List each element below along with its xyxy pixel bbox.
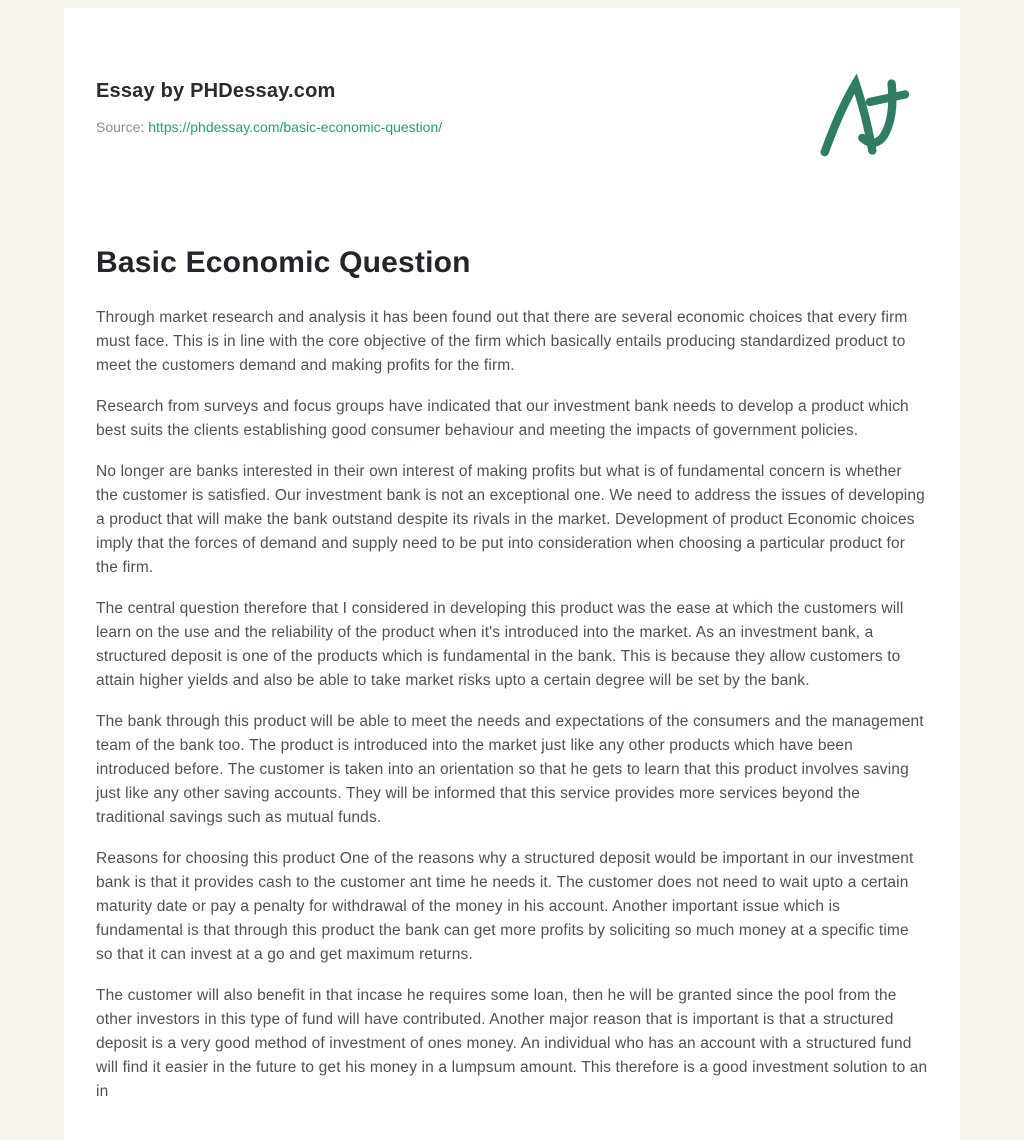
essay-paragraph-5: The bank through this product will be able to meet the needs and expectations of the consumers and the management team of the bank too. The product is introduced into the market just like any other products which have been introduced before. The customer is taken into an orientation so that he gets to learn that this product involves saving just like any other saving accounts. They will be informed that this service provides more services beyond the traditional savings such as mutual funds. (96, 713, 924, 826)
source-line (96, 119, 442, 135)
essay-title: Basic Economic Question (96, 246, 471, 279)
essay-body (96, 306, 928, 1104)
source-link[interactable]: https://phdessay.com/basic-economic-question/ (148, 119, 443, 135)
phdessay-logo-icon (818, 74, 910, 160)
essay-paragraph-4: The central question therefore that I considered in developing this product was the ease at which the customers will learn on the use and the reliability of the product when it's introduced into the market. As an investment bank, a structured deposit is one of the products which is fundamental in the bank. This is because they allow customers to attain higher yields and also be able to take market risks upto a certain degree will be set by the bank. (96, 600, 904, 689)
essay-header (96, 80, 928, 160)
essay-paragraph-3: No longer are banks interested in their own interest of making profits but what is of fundamental concern is whether the customer is satisfied. Our investment bank is not an exceptional one. We need to address the issues of developing a product that will make the bank outstand despite its rivals in the market. Development of product Economic choices imply that the forces of demand and supply need to be put into consideration when choosing a particular product for the firm. (96, 463, 925, 576)
essay-card (64, 8, 960, 1140)
essay-paragraph-6: Reasons for choosing this product One of the reasons why a structured deposit would be important in our investment bank is that it provides cash to the customer ant time he needs it. The customer does not need to wait upto a certain maturity date or pay a penalty for withdrawal of the money in his account. Another important issue which is fundamental is that through this product the bank can get more profits by soliciting so much money at a specific time so that it can invest at a go and get maximum returns. (96, 850, 914, 963)
source-label: Source: (96, 119, 145, 135)
byline: Essay by PHDessay.com (96, 80, 336, 102)
header-text-block (96, 80, 442, 135)
essay-paragraph-1: Through market research and analysis it has been found out that there are several economic choices that every firm must face. This is in line with the core objective of the firm which basically entails producing standardized product to meet the customers demand and making profits for the firm. (96, 309, 908, 374)
essay-paragraph-7: The customer will also benefit in that incase he requires some loan, then he will be granted since the pool from the other investors in this type of fund will have contributed. Another major reason that is important is that a structured deposit is a very good method of investment of ones money. An individual who has an account with a structured fund will find it easier in the future to get his money in a lumpsum amount. This therefore is a good investment solution to an in (96, 987, 928, 1100)
essay-paragraph-2: Research from surveys and focus groups have indicated that our investment bank needs to develop a product which best suits the clients establishing good consumer behaviour and meeting the impacts of government policies. (96, 398, 909, 439)
